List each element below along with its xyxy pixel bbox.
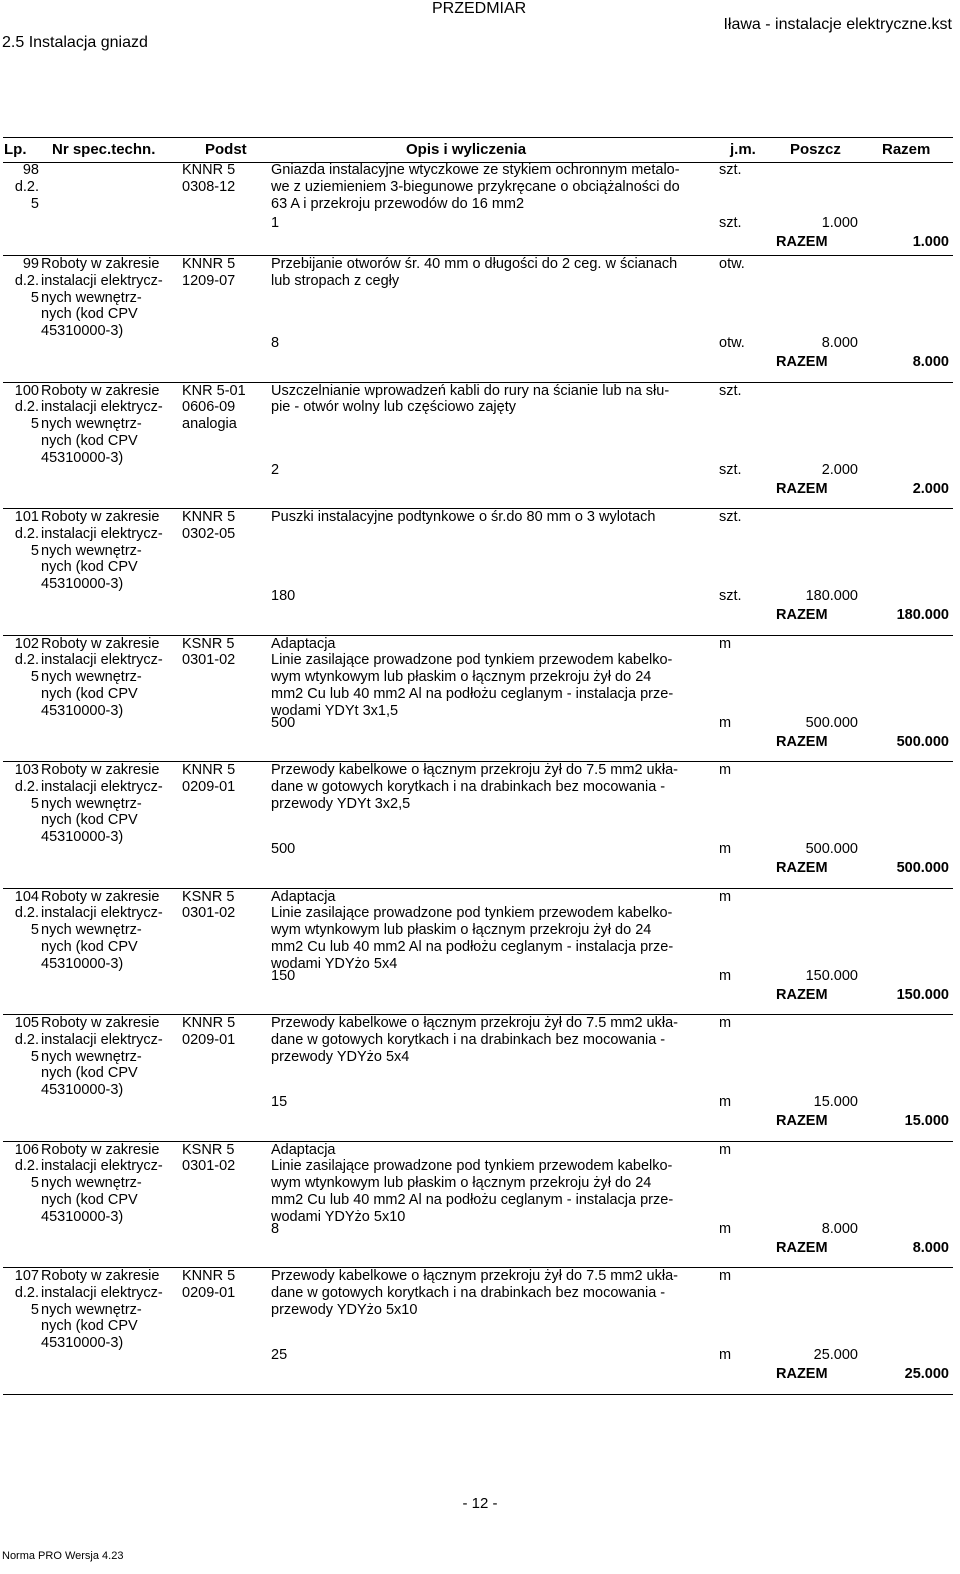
item-quantity: 180 bbox=[271, 588, 296, 604]
item-total-label: RAZEM bbox=[776, 986, 828, 1003]
item-quantity-unit: szt. bbox=[719, 461, 742, 478]
col-opis: Opis i wyliczenia bbox=[406, 141, 527, 158]
item-quantity-unit: szt. bbox=[719, 215, 742, 231]
section-name: 2.5 Instalacja gniazd bbox=[2, 34, 148, 51]
item-number: 107 d.2. 5 bbox=[14, 1268, 39, 1318]
col-lp: Lp. bbox=[4, 141, 27, 158]
col-spec: Nr spec.techn. bbox=[52, 141, 156, 158]
item-total-value: 500.000 bbox=[896, 860, 949, 876]
item-partial-total: 1.000 bbox=[821, 215, 858, 231]
item-quantity-unit: m bbox=[719, 967, 732, 984]
item-total-value: 8.000 bbox=[912, 1239, 949, 1256]
item-quantity-unit: m bbox=[719, 841, 732, 857]
item-unit: szt. bbox=[719, 162, 742, 178]
item-number: 102 d.2. 5 bbox=[14, 635, 39, 686]
item-description: Przewody kabelkowe o łącznym przekroju żył do 7.5 mm2 ukła- dane w gotowych korytkach i na drabinkach bez mocowania - przewody YDYżo 5x10 bbox=[271, 1268, 678, 1318]
item-total-value: 1.000 bbox=[912, 234, 949, 250]
item-description: Przewody kabelkowe o łącznym przekroju żył do 7.5 mm2 ukła- dane w gotowych korytkach i na drabinkach bez mocowania - przewody YDYżo 5x4 bbox=[271, 1015, 678, 1065]
item-spec: Roboty w zakresie instalacji elektrycz- nych wewnętrz- nych (kod CPV 45310000-3) bbox=[41, 635, 163, 719]
item-quantity-unit: m bbox=[719, 714, 732, 731]
item-spec: Roboty w zakresie instalacji elektrycz- nych wewnętrz- nych (kod CPV 45310000-3) bbox=[41, 1141, 163, 1225]
item-total-value: 180.000 bbox=[896, 607, 949, 623]
document-title: PRZEDMIAR bbox=[432, 0, 527, 17]
item-number: 106 d.2. 5 bbox=[14, 1141, 39, 1192]
list-item bbox=[3, 1142, 953, 1269]
item-basis: KNNR 5 0209-01 bbox=[182, 1015, 236, 1048]
item-number: 105 d.2. 5 bbox=[14, 1015, 39, 1065]
item-total-value: 500.000 bbox=[896, 733, 949, 750]
software-footer: Norma PRO Wersja 4.23 bbox=[2, 1550, 124, 1562]
item-basis: KSNR 5 0301-02 bbox=[182, 888, 236, 922]
item-quantity: 8 bbox=[271, 335, 280, 351]
list-item bbox=[3, 762, 953, 889]
item-basis: KNNR 5 1209-07 bbox=[182, 256, 236, 289]
item-total-value: 2.000 bbox=[912, 480, 949, 497]
item-partial-total: 25.000 bbox=[813, 1347, 858, 1363]
item-total-label: RAZEM bbox=[776, 1239, 828, 1256]
item-quantity: 15 bbox=[271, 1094, 288, 1110]
item-partial-total: 500.000 bbox=[805, 841, 858, 857]
item-description: Puszki instalacyjne podtynkowe o śr.do 80 mm o 3 wylotach bbox=[271, 509, 656, 525]
item-partial-total: 8.000 bbox=[821, 335, 858, 351]
item-quantity-unit: m bbox=[719, 1347, 732, 1363]
item-basis: KSNR 5 0301-02 bbox=[182, 1141, 236, 1175]
item-quantity: 8 bbox=[271, 1220, 280, 1237]
list-item bbox=[3, 889, 953, 1016]
item-description: Adaptacja Linie zasilające prowadzone pod tynkiem przewodem kabelko- wym wtynkowym lub płaskim o łącznym przekroju żył do 24 mm2 Cu lub 40 mm2 Al na podłożu ceglanym - instalacja prze- wodami YDYżo 5x4 bbox=[271, 888, 674, 972]
item-basis: KNNR 5 0308-12 bbox=[182, 162, 236, 195]
item-quantity: 1 bbox=[271, 215, 280, 231]
item-quantity-unit: m bbox=[719, 1220, 732, 1237]
item-description: Uszczelnianie wprowadzeń kabli do rury na ścianie lub na słu- pie - otwór wolny lub częściowo zajęty bbox=[271, 382, 670, 416]
item-unit: m bbox=[719, 888, 732, 905]
col-razem: Razem bbox=[882, 141, 931, 158]
item-description: Adaptacja Linie zasilające prowadzone pod tynkiem przewodem kabelko- wym wtynkowym lub płaskim o łącznym przekroju żył do 24 mm2 Cu lub 40 mm2 Al na podłożu ceglanym - instalacja prze- wodami YDYżo 5x10 bbox=[271, 1141, 674, 1225]
item-description: Przebijanie otworów śr. 40 mm o długości do 2 ceg. w ścianach lub stropach z cegły bbox=[271, 256, 678, 289]
item-description: Adaptacja Linie zasilające prowadzone pod tynkiem przewodem kabelko- wym wtynkowym lub płaskim o łącznym przekroju żył do 24 mm2 Cu lub 40 mm2 Al na podłożu ceglanym - instalacja prze- wodami YDYt 3x1,5 bbox=[271, 635, 674, 719]
item-unit: m bbox=[719, 635, 732, 652]
column-header-row bbox=[3, 137, 953, 163]
col-podst: Podst bbox=[205, 141, 247, 158]
item-number: 98 d.2. 5 bbox=[14, 162, 39, 212]
item-partial-total: 500.000 bbox=[805, 714, 858, 731]
item-spec: Roboty w zakresie instalacji elektrycz- nych wewnętrz- nych (kod CPV 45310000-3) bbox=[41, 888, 163, 972]
item-partial-total: 180.000 bbox=[805, 588, 858, 604]
item-total-value: 15.000 bbox=[904, 1113, 949, 1129]
item-total-value: 25.000 bbox=[904, 1366, 949, 1382]
item-spec: Roboty w zakresie instalacji elektrycz- nych wewnętrz- nych (kod CPV 45310000-3) bbox=[41, 509, 163, 593]
item-number: 101 d.2. 5 bbox=[14, 509, 39, 559]
item-total-label: RAZEM bbox=[776, 607, 828, 623]
item-total-value: 150.000 bbox=[896, 986, 949, 1003]
item-quantity: 150 bbox=[271, 967, 296, 984]
item-spec: Roboty w zakresie instalacji elektrycz- nych wewnętrz- nych (kod CPV 45310000-3) bbox=[41, 382, 163, 466]
item-quantity-unit: szt. bbox=[719, 588, 742, 604]
item-unit: szt. bbox=[719, 382, 742, 399]
item-unit: m bbox=[719, 1141, 732, 1158]
list-item bbox=[3, 509, 953, 636]
item-total-label: RAZEM bbox=[776, 733, 828, 750]
item-number: 103 d.2. 5 bbox=[14, 762, 39, 812]
list-item bbox=[3, 636, 953, 763]
item-partial-total: 150.000 bbox=[805, 967, 858, 984]
item-unit: otw. bbox=[719, 256, 745, 272]
item-spec: Roboty w zakresie instalacji elektrycz- nych wewnętrz- nych (kod CPV 45310000-3) bbox=[41, 256, 163, 340]
file-name: Iława - instalacje elektryczne.kst bbox=[723, 16, 952, 33]
item-total-label: RAZEM bbox=[776, 1366, 828, 1382]
list-item bbox=[3, 1015, 953, 1142]
list-item bbox=[3, 256, 953, 383]
item-number: 104 d.2. 5 bbox=[14, 888, 39, 939]
item-quantity-unit: otw. bbox=[719, 335, 745, 351]
item-quantity: 500 bbox=[271, 841, 296, 857]
col-poszcz: Poszcz bbox=[790, 141, 841, 158]
item-quantity-unit: m bbox=[719, 1094, 732, 1110]
item-basis: KNR 5-01 0606-09 analogia bbox=[182, 382, 246, 433]
item-basis: KSNR 5 0301-02 bbox=[182, 635, 236, 669]
cost-items-list bbox=[3, 162, 953, 1395]
list-item bbox=[3, 383, 953, 510]
page-number: - 12 - bbox=[462, 1495, 498, 1512]
item-total-label: RAZEM bbox=[776, 1113, 828, 1129]
item-partial-total: 15.000 bbox=[813, 1094, 858, 1110]
item-unit: m bbox=[719, 1268, 732, 1284]
list-item bbox=[3, 1268, 953, 1395]
item-description: Gniazda instalacyjne wtyczkowe ze stykiem ochronnym metalo- we z uziemieniem 3-biegunowe przykręcane o obciążalności do 63 A i przekroju przewodów do 16 mm2 bbox=[271, 162, 680, 212]
item-quantity: 500 bbox=[271, 714, 296, 731]
item-partial-total: 8.000 bbox=[821, 1220, 858, 1237]
col-jm: j.m. bbox=[730, 141, 756, 158]
item-number: 100 d.2. 5 bbox=[14, 382, 39, 433]
item-unit: m bbox=[719, 1015, 732, 1031]
list-item bbox=[3, 162, 953, 256]
item-total-label: RAZEM bbox=[776, 354, 828, 370]
item-unit: m bbox=[719, 762, 732, 778]
item-basis: KNNR 5 0302-05 bbox=[182, 509, 236, 542]
item-total-label: RAZEM bbox=[776, 860, 828, 876]
item-quantity: 25 bbox=[271, 1347, 288, 1363]
item-total-label: RAZEM bbox=[776, 480, 828, 497]
item-spec: Roboty w zakresie instalacji elektrycz- nych wewnętrz- nych (kod CPV 45310000-3) bbox=[41, 762, 163, 846]
item-number: 99 d.2. 5 bbox=[14, 256, 39, 306]
item-total-value: 8.000 bbox=[912, 354, 949, 370]
item-partial-total: 2.000 bbox=[821, 461, 858, 478]
item-description: Przewody kabelkowe o łącznym przekroju żył do 7.5 mm2 ukła- dane w gotowych korytkach i na drabinkach bez mocowania - przewody YDYt 3x2,5 bbox=[271, 762, 678, 812]
item-unit: szt. bbox=[719, 509, 742, 525]
item-basis: KNNR 5 0209-01 bbox=[182, 1268, 236, 1301]
item-total-label: RAZEM bbox=[776, 234, 828, 250]
item-basis: KNNR 5 0209-01 bbox=[182, 762, 236, 795]
item-spec: Roboty w zakresie instalacji elektrycz- nych wewnętrz- nych (kod CPV 45310000-3) bbox=[41, 1015, 163, 1099]
item-spec: Roboty w zakresie instalacji elektrycz- nych wewnętrz- nych (kod CPV 45310000-3) bbox=[41, 1268, 163, 1352]
item-quantity: 2 bbox=[271, 461, 280, 478]
